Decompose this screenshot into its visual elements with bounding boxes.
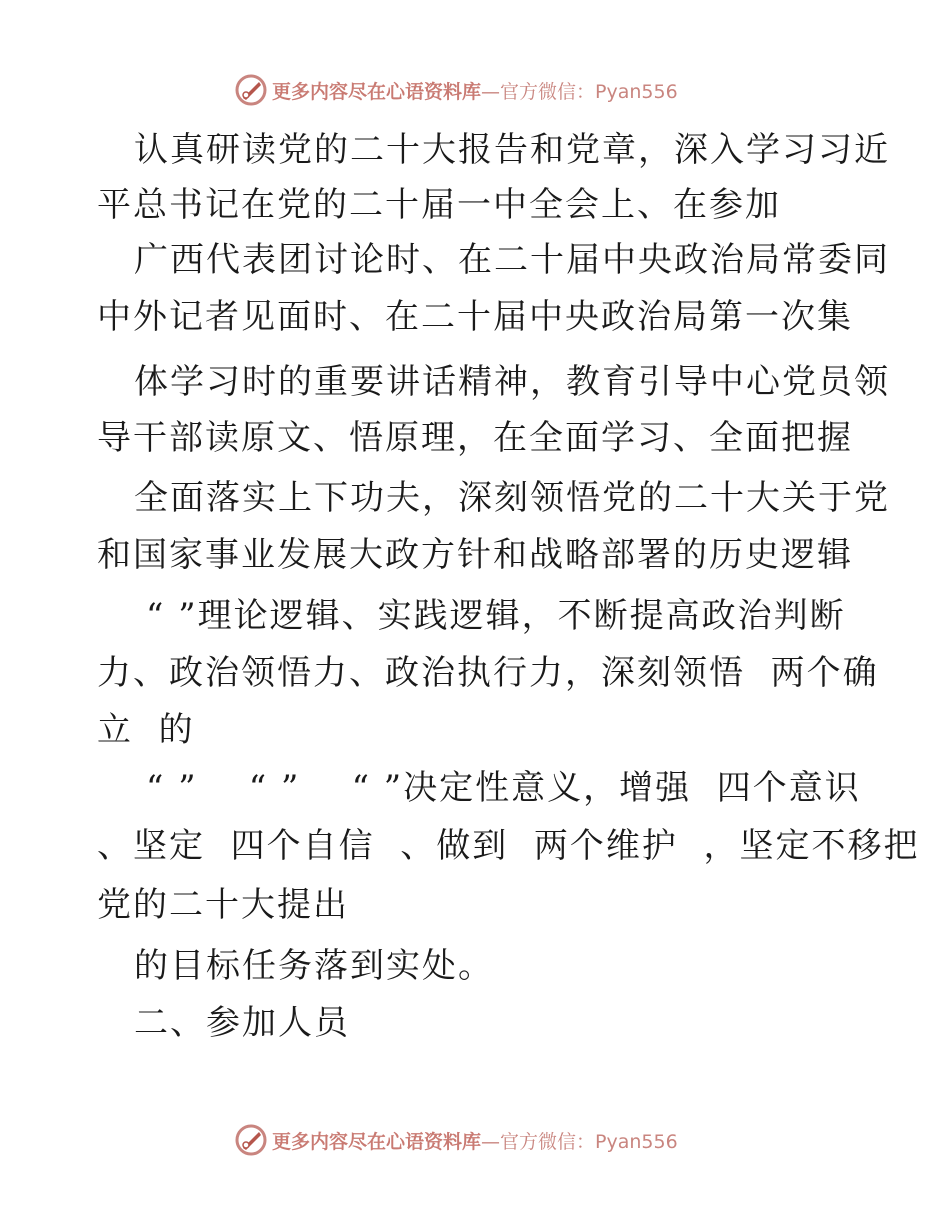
watermark-brand: 更多内容尽在心语资料库 bbox=[272, 1130, 482, 1153]
body-line-2: 平总书记在党的二十届一中全会上、在参加 bbox=[97, 185, 781, 225]
body-line-4: 中外记者见面时、在二十届中央政治局第一次集 bbox=[97, 297, 853, 337]
body-line-6: 导干部读原文、悟原理，在全面学习、全面把握 bbox=[97, 418, 853, 458]
body-line-10: 力、政治领悟力、政治执行力，深刻领悟 两个确 bbox=[97, 653, 879, 693]
watermark-contact: 官方微信：Pyan556 bbox=[500, 80, 678, 103]
watermark-brand: 更多内容尽在心语资料库 bbox=[272, 80, 482, 103]
body-line-9: “ ”理论逻辑、实践逻辑，不断提高政治判断 bbox=[146, 596, 846, 636]
body-line-5: 体学习时的重要讲话精神，教育引导中心党员领 bbox=[134, 362, 890, 402]
section-heading: 二、参加人员 bbox=[134, 1003, 350, 1043]
body-line-3: 广西代表团讨论时、在二十届中央政治局常委同 bbox=[134, 240, 890, 280]
watermark-banner-top bbox=[234, 72, 678, 108]
body-line-14: 党的二十大提出 bbox=[97, 885, 349, 925]
body-line-12: “ ” “ ” “ ”决定性意义，增强 四个意识 bbox=[146, 768, 861, 808]
watermark-banner-bottom bbox=[234, 1122, 678, 1158]
watermark-contact: 官方微信：Pyan556 bbox=[500, 1130, 678, 1153]
body-line-15: 的目标任务落到实处。 bbox=[134, 946, 494, 986]
quill-seal-icon bbox=[234, 1123, 268, 1157]
body-line-13: 、坚定 四个自信 、做到 两个维护 ，坚定不移把 bbox=[97, 826, 920, 866]
watermark-text bbox=[272, 1127, 678, 1154]
body-line-8: 和国家事业发展大政方针和战略部署的历史逻辑 bbox=[97, 535, 853, 575]
body-line-11: 立 的 bbox=[97, 710, 195, 750]
watermark-separator: — bbox=[481, 80, 501, 103]
body-line-7: 全面落实上下功夫，深刻领悟党的二十大关于党 bbox=[134, 478, 890, 518]
watermark-text bbox=[272, 77, 678, 104]
quill-seal-icon bbox=[234, 73, 268, 107]
watermark-separator: — bbox=[481, 1130, 501, 1153]
body-line-1: 认真研读党的二十大报告和党章，深入学习习近 bbox=[134, 130, 890, 170]
